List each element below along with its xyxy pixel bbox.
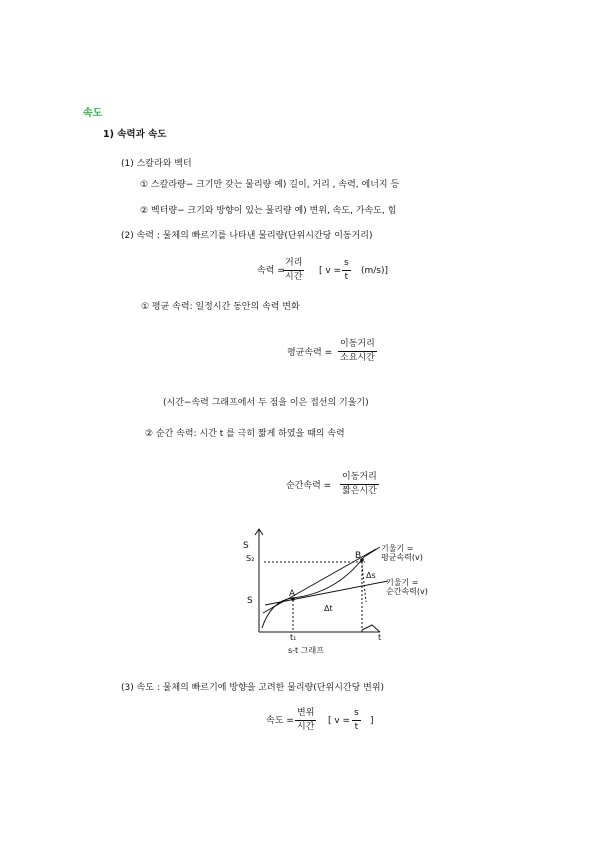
point-b-label: B xyxy=(355,551,362,561)
fraction-denominator: t xyxy=(344,272,349,282)
y-axis-label: S xyxy=(243,541,249,551)
scalar-vector-item: (1) 스칼라와 벡터 xyxy=(121,159,192,169)
t-axis-marker xyxy=(362,625,380,632)
velocity-definition: (3) 속도 : 물체의 빠르기에 방향을 고려한 물리량(단위시간당 변위) xyxy=(121,683,385,693)
x-axis-label: t xyxy=(378,633,382,642)
scalar-definition: ① 스칼라량− 크기만 갖는 물리량 예) 길이, 거리 , 속력, 에너지 등 xyxy=(140,180,400,190)
fraction-denominator: t xyxy=(354,722,359,732)
inst-slope-label-1: 기울기 = xyxy=(386,578,419,587)
s2-tick-label: S₂ xyxy=(246,554,255,563)
inst-slope-label-2: 순간속력(v) xyxy=(386,587,428,596)
fraction-numerator: s xyxy=(342,259,351,271)
fraction-denominator: 소요시간 xyxy=(340,353,375,363)
s-tick-label: S xyxy=(247,596,253,606)
instant-speed-definition: ② 순간 속력: 시간 t 를 극히 짧게 하였을 때의 속력 xyxy=(145,429,345,439)
average-speed-note: (시간−속력 그래프에서 두 점을 이은 접선의 기울기) xyxy=(163,398,369,408)
section-title: 1) 속력과 속도 xyxy=(103,129,167,140)
speed-formula-lhs: 속력 = xyxy=(257,266,285,276)
speed-formula-bracket: [ v = xyxy=(319,266,342,276)
speed-definition: (2) 속력 : 물체의 빠르기를 나타낸 물리량(단위시간당 이동거리) xyxy=(121,231,373,241)
speed-formula-unit: (m/s)] xyxy=(361,266,389,276)
average-speed-definition: ① 평균 속력: 일정시간 동안의 속력 변화 xyxy=(141,302,300,312)
fraction-denominator: 시간 xyxy=(285,272,303,282)
fraction-numerator: 거리 xyxy=(283,259,304,271)
point-a-label: A xyxy=(289,589,296,599)
average-formula-lhs: 평균속력 = xyxy=(287,348,333,358)
avg-slope-label-1: 기울기 = xyxy=(381,544,414,553)
velocity-formula-lhs: 속도 = xyxy=(266,716,294,726)
fraction-numerator: 이동거리 xyxy=(340,473,379,485)
t1-tick-label: t₁ xyxy=(290,633,297,642)
s-t-curve xyxy=(262,557,364,628)
vector-definition: ② 벡터량− 크기와 방향이 있는 물리량 예) 변위, 속도, 가속도, 힘 xyxy=(140,206,397,216)
avg-slope-label-2: 평균속력(v) xyxy=(381,553,423,562)
velocity-formula-bracket-close: ] xyxy=(370,716,374,726)
fraction-numerator: 변위 xyxy=(295,709,316,721)
delta-t-label: Δt xyxy=(324,604,333,613)
fraction-denominator: 짧은시간 xyxy=(342,486,377,496)
velocity-formula-fraction xyxy=(295,709,316,732)
fraction-numerator: s xyxy=(352,709,361,721)
fraction-denominator: 시간 xyxy=(297,722,315,732)
delta-s-label: Δs xyxy=(366,571,376,580)
avg-label-leader xyxy=(364,547,380,557)
velocity-formula-bracket: [ v = xyxy=(328,716,351,726)
velocity-formula-var-fraction xyxy=(352,709,361,732)
graph-caption: s-t 그래프 xyxy=(288,646,324,655)
instant-formula-lhs: 순간속력 = xyxy=(286,481,332,491)
fraction-numerator: 이동거리 xyxy=(338,340,377,352)
tangent-line xyxy=(265,581,388,605)
page-heading: 속도 xyxy=(83,108,103,119)
